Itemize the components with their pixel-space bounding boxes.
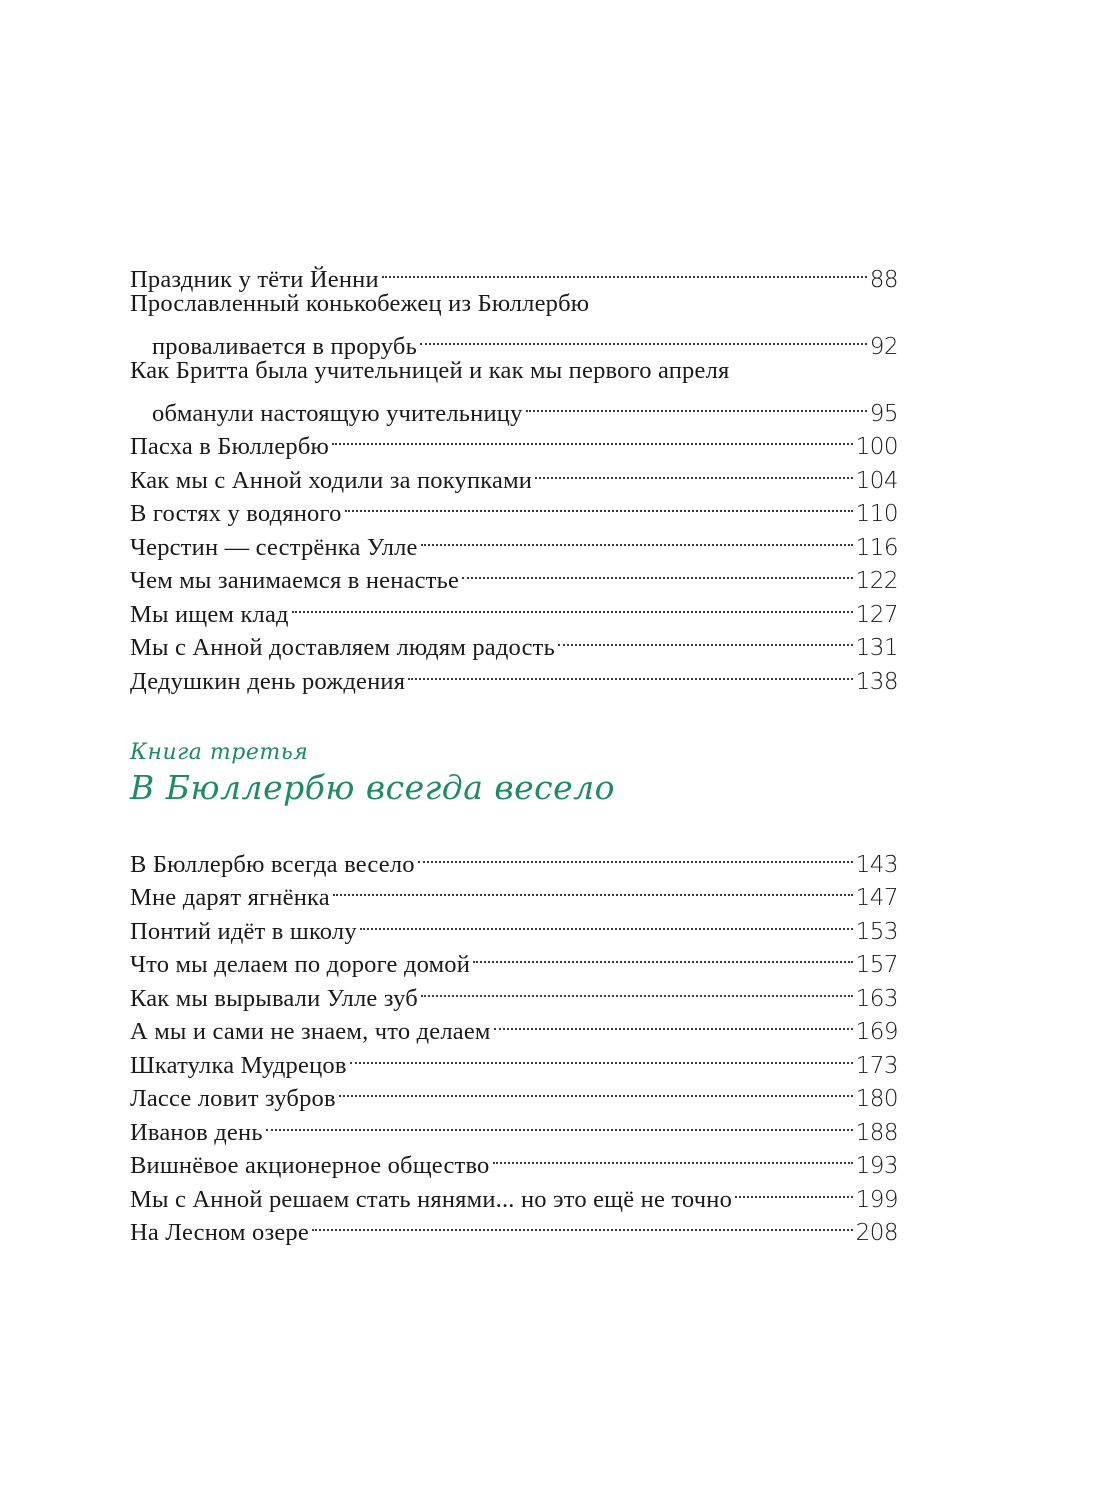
toc-entry-title: Дедушкин день рождения — [130, 667, 406, 695]
toc-entry-title: Как мы с Анной ходили за покупками — [130, 466, 533, 494]
toc-entry-page: 153 — [855, 918, 898, 945]
toc-entry-title: В гостях у водяного — [130, 500, 342, 527]
dot-leader — [312, 1207, 853, 1241]
dot-leader — [345, 488, 853, 522]
dot-leader — [360, 905, 853, 939]
dot-leader — [408, 655, 852, 689]
toc-entry-title: На Лесном озере — [130, 1219, 309, 1246]
dot-leader — [339, 1073, 853, 1107]
dot-leader — [266, 1106, 853, 1140]
toc-entry-page: 122 — [855, 568, 898, 594]
toc-entry-page: 199 — [855, 1186, 898, 1213]
toc-entry[interactable] — [130, 320, 898, 360]
toc-entry-title: Черстин — сестрёнка Улле — [130, 533, 418, 561]
dot-leader — [333, 872, 853, 906]
toc-entry-title: Мы с Анной доставляем людям радость — [130, 634, 555, 661]
book-title: В Бюллербю всегда весело — [130, 768, 616, 807]
toc-entry-title: проваливается в прорубь — [152, 332, 417, 360]
toc-entry-title: В Бюллербю всегда весело — [130, 850, 415, 878]
toc-entry-page: 110 — [855, 501, 898, 527]
toc-entry[interactable] — [130, 387, 898, 427]
toc-entry-title: Праздник у тёти Йенни — [130, 265, 379, 293]
toc-entry-page: 193 — [855, 1153, 898, 1179]
toc-entry-page: 116 — [855, 534, 898, 561]
toc-entry[interactable] — [130, 838, 898, 878]
toc-entry-page: 157 — [855, 952, 898, 978]
toc-entry-page: 138 — [855, 668, 898, 695]
toc-entry-title: Как мы вырывали Улле зуб — [130, 984, 418, 1012]
toc-entry-title: Мы ищем клад — [130, 600, 289, 628]
toc-entry-page: 143 — [855, 851, 898, 878]
toc-entry-page: 188 — [855, 1119, 898, 1146]
dot-leader — [292, 588, 853, 622]
dot-leader — [493, 1140, 853, 1174]
toc-list-part-three — [130, 838, 898, 1246]
toc-entry-page: 163 — [855, 985, 898, 1012]
dot-leader — [332, 421, 853, 455]
dot-leader — [558, 622, 853, 656]
book-three-header — [130, 740, 615, 810]
toc-entry-title: Иванов день — [130, 1118, 263, 1146]
dot-leader — [535, 454, 853, 488]
toc-entry-page: 169 — [855, 1019, 898, 1045]
toc-entry-title: Что мы делаем по дороге домой — [130, 951, 471, 978]
toc-entry-title: Лассе ловит зубров — [130, 1085, 336, 1112]
toc-entry-title: Мне дарят ягнёнка — [130, 884, 330, 911]
dot-leader — [462, 555, 853, 589]
toc-entry-page: 173 — [855, 1052, 898, 1079]
dot-leader — [421, 521, 853, 555]
toc-entry-page: 88 — [869, 266, 898, 293]
dot-leader — [473, 939, 853, 973]
toc-entry-title: Шкатулка Мудрецов — [130, 1051, 347, 1079]
toc-entry-title: обманули настоящую учительницу — [152, 399, 523, 427]
toc-entry-page: 95 — [869, 400, 898, 427]
toc-entry-page: 100 — [855, 434, 898, 460]
toc-entry-page: 180 — [855, 1086, 898, 1112]
toc-entry-title-line1[interactable]: Прославленный конькобежец из Бюллербю — [130, 289, 590, 317]
dot-leader — [418, 838, 853, 872]
toc-entry-title: Пасха в Бюллербю — [130, 433, 330, 460]
dot-leader — [420, 320, 867, 354]
toc-entry-page: 147 — [855, 885, 898, 911]
toc-entry-page: 131 — [855, 635, 898, 661]
toc-entry-title: А мы и сами не знаем, что делаем — [130, 1018, 491, 1045]
dot-leader — [421, 972, 853, 1006]
toc-entry-title: Вишнёвое акционерное общество — [130, 1152, 490, 1179]
toc-entry-page: 127 — [855, 601, 898, 628]
book-label: Книга третья — [130, 740, 309, 765]
toc-entry-title-line1[interactable]: Как Бритта была учительницей и как мы первого апреля — [130, 356, 730, 384]
toc-entry-page: 208 — [855, 1220, 898, 1246]
toc-entry[interactable] — [130, 253, 898, 293]
toc-entry-page: 104 — [855, 467, 898, 494]
dot-leader — [494, 1006, 853, 1040]
dot-leader — [382, 253, 867, 287]
toc-entry-page: 92 — [869, 333, 898, 360]
dot-leader — [526, 387, 867, 421]
toc-entry-title: Понтий идёт в школу — [130, 917, 357, 945]
toc-list-part-two — [130, 253, 898, 695]
dot-leader — [735, 1173, 853, 1207]
dot-leader — [350, 1039, 853, 1073]
toc-entry-title: Мы с Анной решаем стать нянями... но это ещё не точно — [130, 1185, 733, 1213]
toc-entry-title: Чем мы занимаемся в ненастье — [130, 567, 460, 594]
